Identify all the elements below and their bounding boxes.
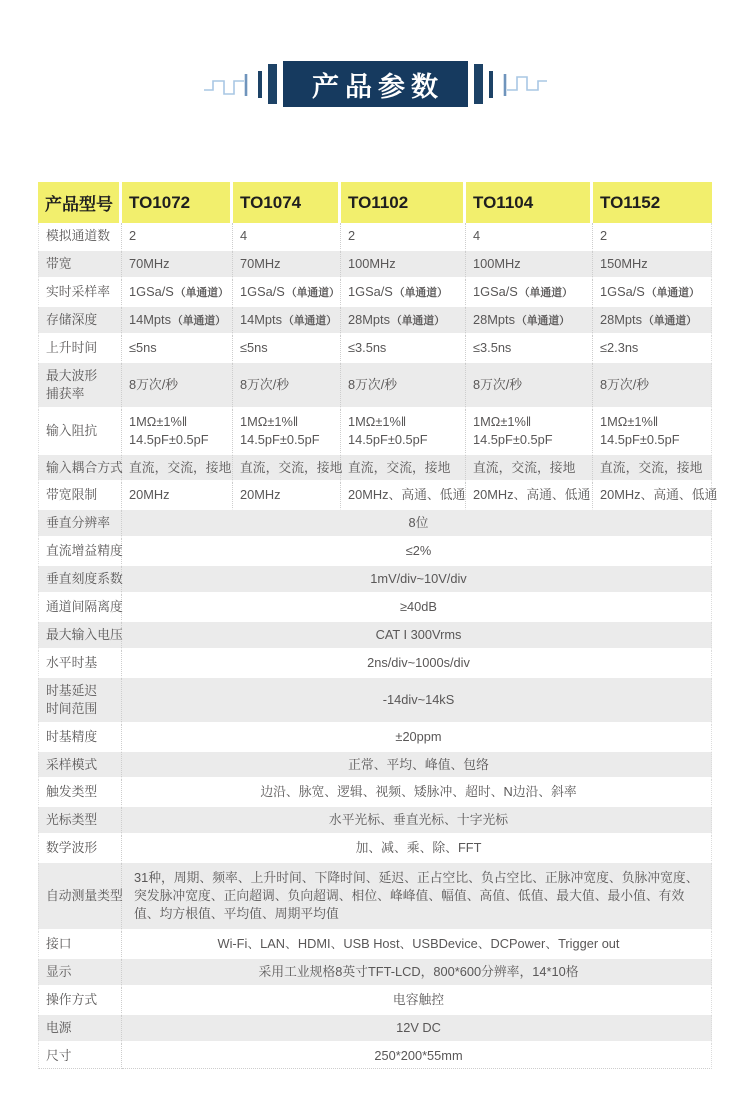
row-value: Wi-Fi、LAN、HDMI、USB Host、USBDevice、DCPower、Trigger out: [122, 931, 712, 959]
cell-note: （单通道）: [390, 314, 445, 327]
row-label: 水平时基: [38, 650, 122, 678]
row-value: -14div~14kS: [122, 678, 712, 724]
cell-note: （单通道）: [174, 286, 229, 299]
row-label: 直流增益精度: [38, 538, 122, 566]
cell-note: （单通道）: [642, 314, 697, 327]
cell-value: 直流，交流，接地: [593, 455, 712, 483]
cell-note: （单通道）: [171, 314, 226, 327]
table-row: [38, 594, 712, 622]
accent-bar-thick-right: [474, 64, 483, 104]
section-title-text: 产品参数: [312, 71, 444, 102]
row-label: 时基延迟 时间范围: [38, 678, 122, 724]
row-label: 尺寸: [38, 1043, 122, 1070]
cell-value: 1GSa/S（单通道）: [122, 279, 233, 307]
table-row: [38, 807, 712, 835]
cell-value: ≤2.3ns: [593, 335, 712, 363]
row-label: 自动测量类型: [38, 863, 122, 931]
cell-value: 20MHz、高通、低通: [593, 482, 712, 510]
section-banner: [0, 60, 750, 108]
row-label: 显示: [38, 959, 122, 987]
cell-value: ≤3.5ns: [341, 335, 466, 363]
row-label: 时基精度: [38, 724, 122, 752]
row-label: 模拟通道数: [38, 223, 122, 251]
cell-value: 28Mpts（单通道）: [341, 307, 466, 335]
cell-value: 1MΩ±1%‖ 14.5pF±0.5pF: [341, 409, 466, 455]
cell-value: 4: [233, 223, 341, 251]
row-label: 实时采样率: [38, 279, 122, 307]
table-row: [38, 482, 712, 510]
cell-value: 8万次/秒: [233, 363, 341, 409]
cell-value: 1MΩ±1%‖ 14.5pF±0.5pF: [233, 409, 341, 455]
row-label: 数学波形: [38, 835, 122, 863]
table-row: [38, 835, 712, 863]
cell-note: （单通道）: [645, 286, 700, 299]
cell-value: 20MHz、高通、低通: [466, 482, 593, 510]
cell-value: 1MΩ±1%‖ 14.5pF±0.5pF: [593, 409, 712, 455]
table-row: [38, 363, 712, 409]
header-param-label: 产品型号: [38, 182, 122, 223]
row-label: 垂直刻度系数: [38, 566, 122, 594]
table-row: [38, 510, 712, 538]
cell-note: （单通道）: [285, 286, 340, 299]
cell-value: 70MHz: [122, 251, 233, 279]
row-label: 触发类型: [38, 779, 122, 807]
row-label: 输入阻抗: [38, 409, 122, 455]
cell-value: 8万次/秒: [466, 363, 593, 409]
table-row: [38, 931, 712, 959]
row-label: 带宽: [38, 251, 122, 279]
header-model-TO1104: TO1104: [466, 182, 593, 223]
cell-value: ≤5ns: [233, 335, 341, 363]
row-value: CAT I 300Vrms: [122, 622, 712, 650]
cell-value: ≤3.5ns: [466, 335, 593, 363]
table-row: [38, 752, 712, 780]
accent-bar-thick-left: [268, 64, 277, 104]
cell-value: 直流，交流，接地: [233, 455, 341, 483]
pulse-waveform-right-icon: [499, 67, 549, 101]
cell-value: 2: [122, 223, 233, 251]
header-model-TO1102: TO1102: [341, 182, 466, 223]
table-row: [38, 307, 712, 335]
cell-value: 2: [593, 223, 712, 251]
header-model-TO1152: TO1152: [593, 182, 712, 223]
pulse-waveform-left-icon: [202, 67, 252, 101]
row-value: ±20ppm: [122, 724, 712, 752]
cell-value: 20MHz: [233, 482, 341, 510]
table-row: [38, 678, 712, 724]
cell-value: 2: [341, 223, 466, 251]
cell-value: 70MHz: [233, 251, 341, 279]
table-row: [38, 622, 712, 650]
row-label: 操作方式: [38, 987, 122, 1015]
row-value: ≤2%: [122, 538, 712, 566]
cell-value: 28Mpts（单通道）: [593, 307, 712, 335]
table-row: [38, 863, 712, 931]
row-label: 输入耦合方式: [38, 455, 122, 483]
cell-value: 4: [466, 223, 593, 251]
table-header-row: [38, 182, 712, 223]
row-value: 正常、平均、峰值、包络: [122, 752, 712, 780]
spec-table: [38, 182, 718, 1069]
table-row: [38, 409, 712, 455]
row-label: 带宽限制: [38, 482, 122, 510]
cell-note: （单通道）: [518, 286, 573, 299]
cell-value: 1MΩ±1%‖ 14.5pF±0.5pF: [122, 409, 233, 455]
cell-value: 20MHz、高通、低通: [341, 482, 466, 510]
cell-value: 1GSa/S（单通道）: [593, 279, 712, 307]
row-label: 最大波形 捕获率: [38, 363, 122, 409]
cell-value: 14Mpts（单通道）: [233, 307, 341, 335]
table-row: [38, 279, 712, 307]
cell-note: （单通道）: [282, 314, 337, 327]
accent-bar-thin-right: [489, 71, 493, 98]
row-value: 水平光标、垂直光标、十字光标: [122, 807, 712, 835]
table-row: [38, 779, 712, 807]
table-row: [38, 987, 712, 1015]
row-label: 接口: [38, 931, 122, 959]
table-row: [38, 566, 712, 594]
table-row: [38, 251, 712, 279]
row-label: 上升时间: [38, 335, 122, 363]
row-label: 采样模式: [38, 752, 122, 780]
cell-value: 20MHz: [122, 482, 233, 510]
cell-value: 100MHz: [341, 251, 466, 279]
cell-value: 1GSa/S（单通道）: [466, 279, 593, 307]
page: [0, 60, 750, 1109]
header-model-TO1074: TO1074: [233, 182, 341, 223]
row-label: 电源: [38, 1015, 122, 1043]
cell-value: 1MΩ±1%‖ 14.5pF±0.5pF: [466, 409, 593, 455]
row-label: 通道间隔离度: [38, 594, 122, 622]
cell-value: 28Mpts（单通道）: [466, 307, 593, 335]
table-row: [38, 1015, 712, 1043]
cell-value: 100MHz: [466, 251, 593, 279]
row-value: 31种，周期、频率、上升时间、下降时间、延迟、正占空比、负占空比、正脉冲宽度、负脉冲宽度、突发脉冲宽度、正向超调、负向超调、相位、峰峰值、幅值、高值、低值、最大值、最小值、有效值、均方根值、平均值、周期平均值: [122, 863, 712, 931]
row-value: 12V DC: [122, 1015, 712, 1043]
cell-value: 直流，交流，接地: [466, 455, 593, 483]
table-row: [38, 959, 712, 987]
table-row: [38, 650, 712, 678]
row-label: 存储深度: [38, 307, 122, 335]
table-row: [38, 724, 712, 752]
cell-value: 150MHz: [593, 251, 712, 279]
table-row: [38, 223, 712, 251]
row-label: 垂直分辨率: [38, 510, 122, 538]
row-value: 2ns/div~1000s/div: [122, 650, 712, 678]
header-model-TO1072: TO1072: [122, 182, 233, 223]
table-row: [38, 335, 712, 363]
accent-bar-thin-left: [258, 71, 262, 98]
cell-note: （单通道）: [515, 314, 570, 327]
row-value: 边沿、脉宽、逻辑、视频、矮脉冲、超时、N边沿、斜率: [122, 779, 712, 807]
cell-value: 1GSa/S（单通道）: [233, 279, 341, 307]
table-row: [38, 455, 712, 483]
row-value: 8位: [122, 510, 712, 538]
cell-value: 直流，交流，接地: [341, 455, 466, 483]
row-label: 最大输入电压: [38, 622, 122, 650]
cell-value: 直流，交流，接地: [122, 455, 233, 483]
table-row: [38, 538, 712, 566]
row-value: 加、减、乘、除、FFT: [122, 835, 712, 863]
cell-value: 1GSa/S（单通道）: [341, 279, 466, 307]
table-row: [38, 1043, 712, 1070]
row-value: 采用工业规格8英寸TFT-LCD，800*600分辨率，14*10格: [122, 959, 712, 987]
cell-value: 8万次/秒: [341, 363, 466, 409]
cell-value: 8万次/秒: [593, 363, 712, 409]
cell-value: 14Mpts（单通道）: [122, 307, 233, 335]
cell-value: ≤5ns: [122, 335, 233, 363]
row-value: 电容触控: [122, 987, 712, 1015]
cell-note: （单通道）: [393, 286, 448, 299]
cell-value: 8万次/秒: [122, 363, 233, 409]
row-value: 1mV/div~10V/div: [122, 566, 712, 594]
section-title: [283, 61, 468, 107]
row-label: 光标类型: [38, 807, 122, 835]
row-value: 250*200*55mm: [122, 1043, 712, 1070]
row-value: ≥40dB: [122, 594, 712, 622]
